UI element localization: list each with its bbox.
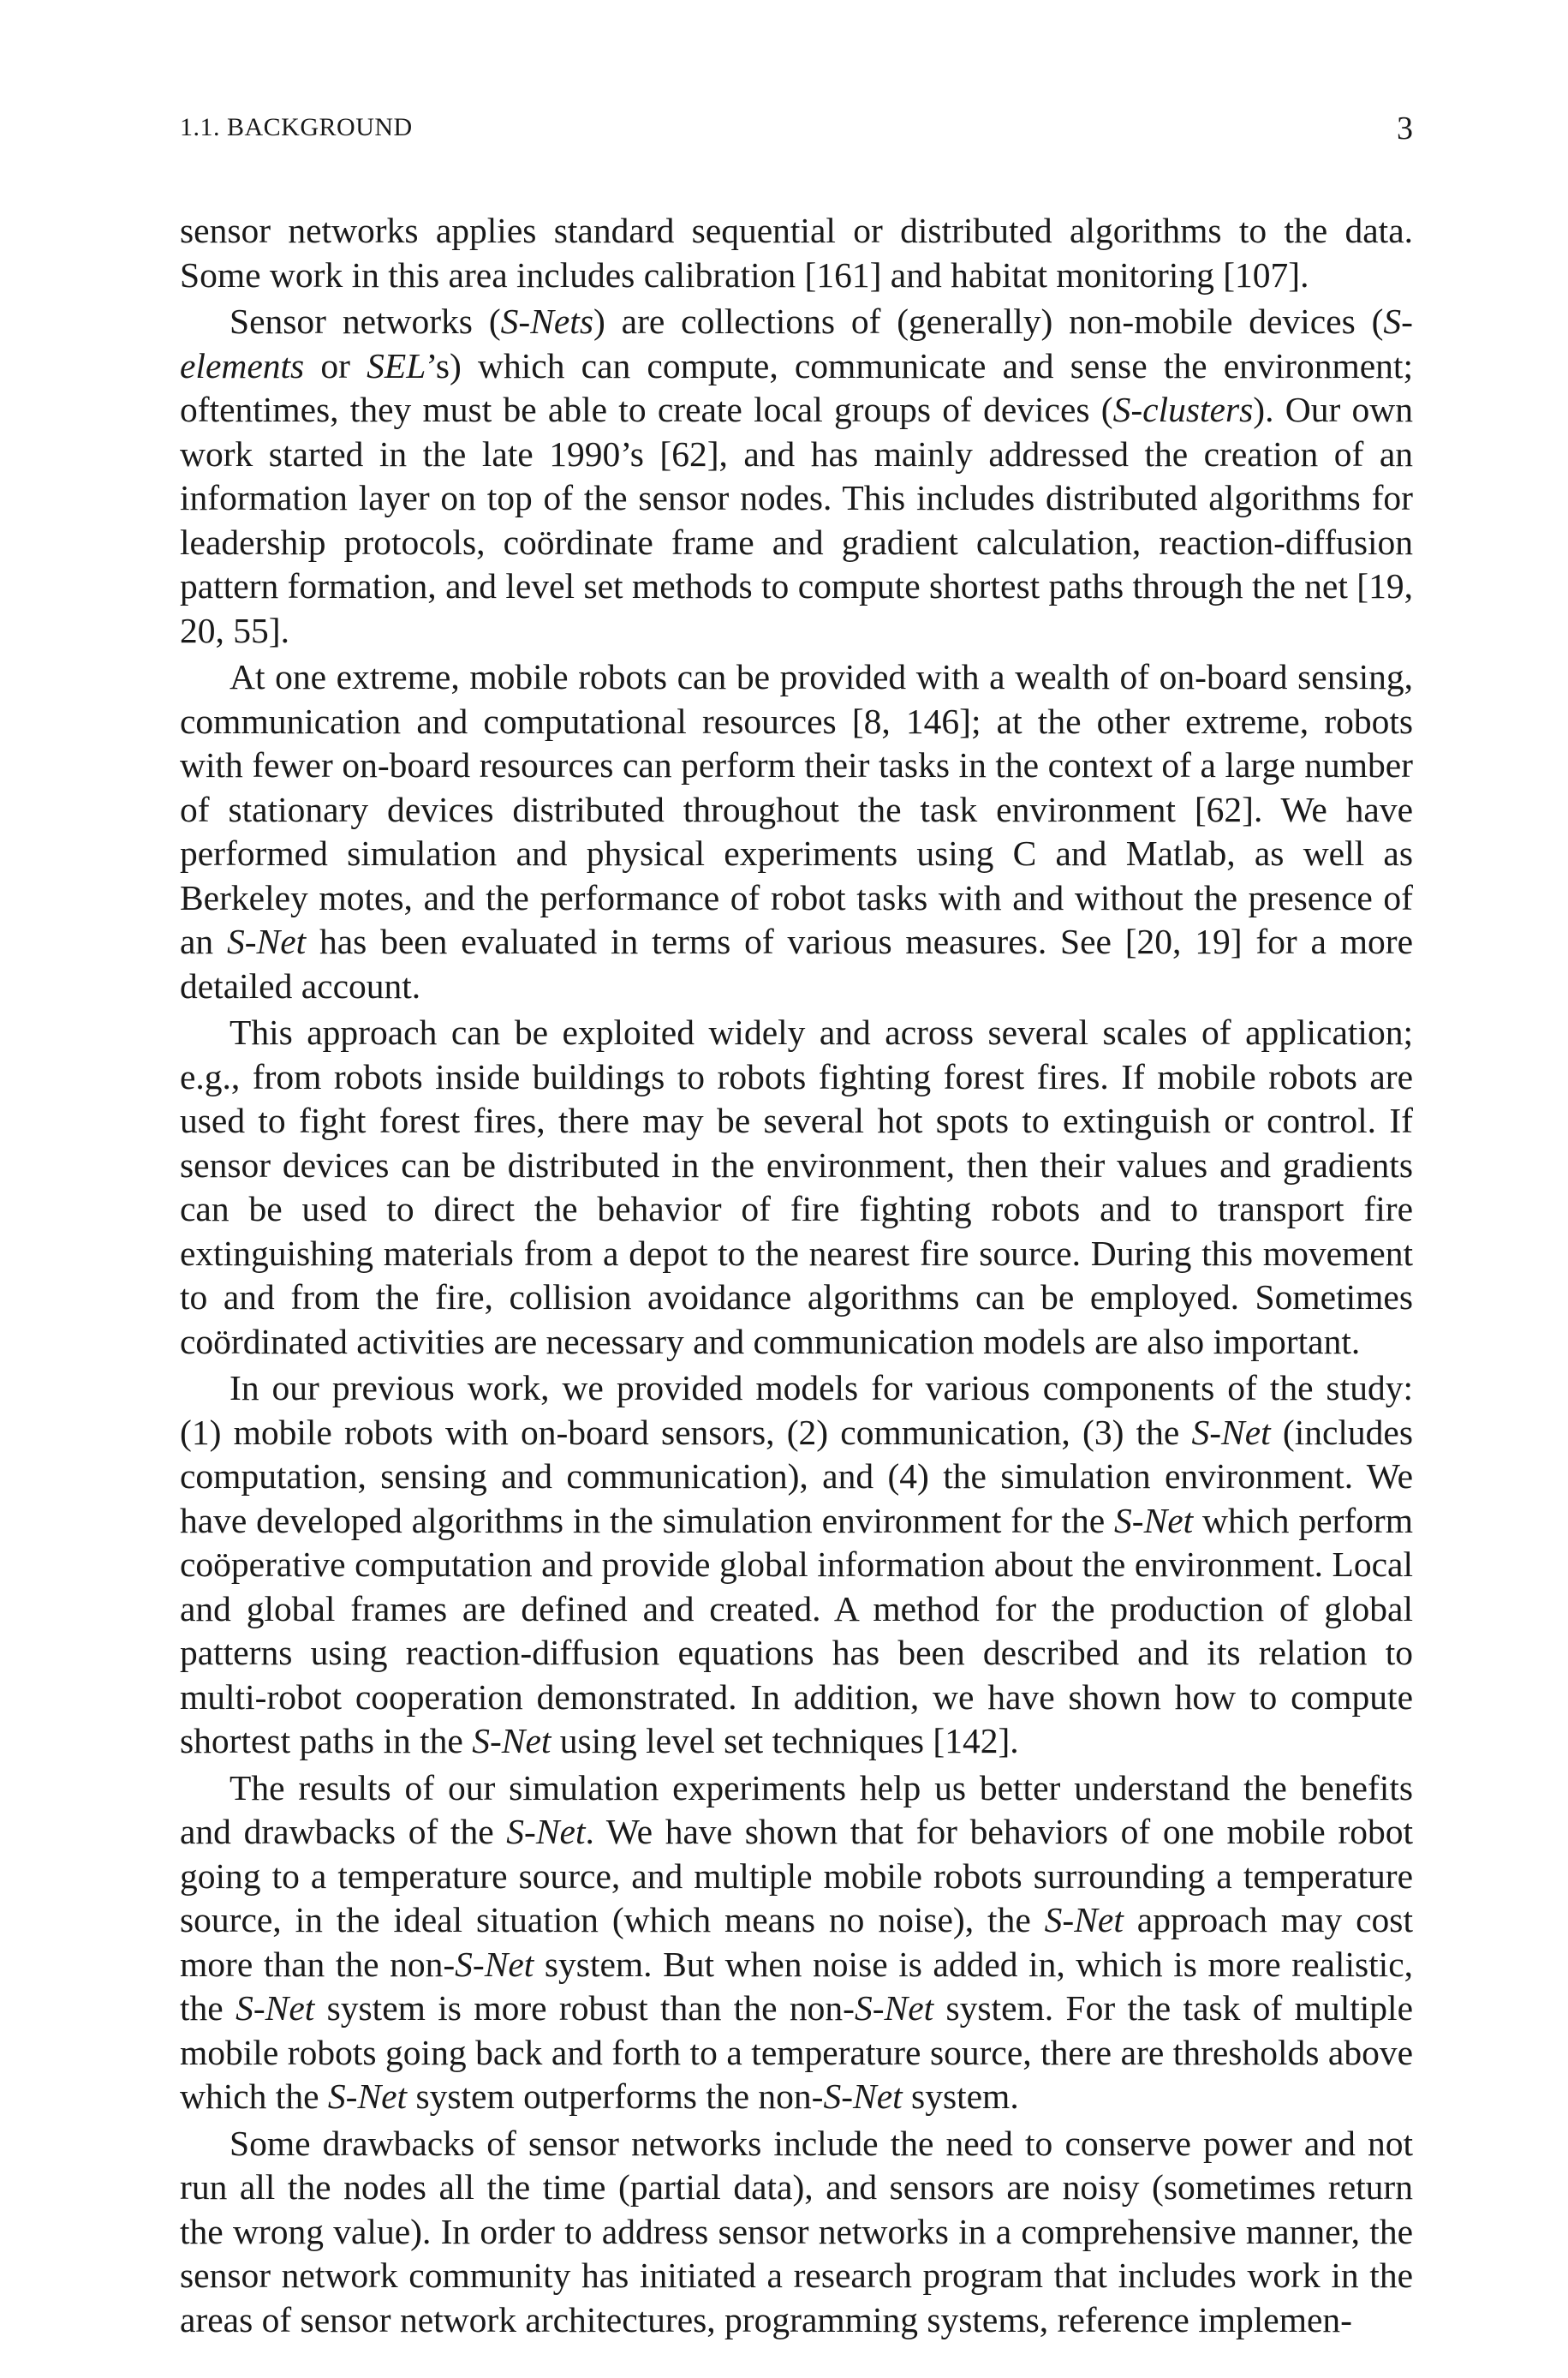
italic-term: S-Net (1191, 1412, 1271, 1452)
running-header (180, 113, 1413, 151)
italic-term: S-clusters (1112, 390, 1254, 429)
italic-term: S-Net (1114, 1500, 1194, 1540)
italic-term: S-Net (472, 1721, 551, 1760)
text-run: At one extreme, mobile robots can be provided with a wealth of on-board sensing, communication and computational resources [8, 146]; at the other extreme, robots with fewer on-board resources can perform their tasks in the context of a large number of stationary devices distributed throughout the task environment [62]. We have performed simulation and physical experiments using C and Matlab, as well as Berkeley motes, and the performance of robot tasks with and without the presence of an (180, 657, 1413, 961)
text-run: In our previous work, we provided models for various components of the study: (1) mobile robots with on-board sensors, (2) communication, (3) the (180, 1368, 1413, 1452)
text-run: system outperforms the non- (407, 2076, 824, 2116)
italic-term: S-Net (226, 922, 307, 961)
text-run: or (304, 345, 367, 385)
italic-term: S-Nets (500, 302, 593, 341)
text-run: system is more robust than the non- (314, 1988, 855, 2028)
page-number: 3 (1397, 111, 1413, 146)
italic-term: SEL (367, 345, 426, 385)
text-run: This approach can be exploited widely and across several scales of application; e.g., from robots inside buildings to robots fighting forest fires. If mobile robots are used to fight forest fires, there may be several hot spots to extinguish or control. If sensor devices can be distributed in the environment, then their values and gradients can be used to direct the behavior of fire fighting robots and to transport fire extinguishing materials from a depot to the nearest fire source. During this movement to and from the fire, collision avoidance algorithms can be employed. Sometimes coördinated activities are necessary and communication models are also important. (180, 1013, 1413, 1361)
text-run: The results of our simulation experiments help us better understand the benefits and drawbacks of the (180, 1767, 1413, 1851)
text-run: ’s) which can compute, communicate and sense the environment; oftentimes, they must be able to create local groups of devices ( (180, 345, 1413, 429)
text-run: approach may cost more than the non- (180, 1900, 1413, 1984)
italic-term: S-Net (235, 1988, 315, 2028)
text-run: (includes computation, sensing and communication), and (4) the simulation environment. We have developed algorithms in the simulation environment for the (180, 1412, 1413, 1540)
paragraph (180, 2122, 1413, 2343)
text-run: system. (902, 2076, 1019, 2116)
paragraph (180, 1011, 1413, 1364)
text-run: using level set techniques [142]. (551, 1721, 1019, 1760)
body-text (180, 209, 1413, 2342)
italic-term: S-Net (823, 2076, 903, 2116)
text-run: has been evaluated in terms of various measures. See [20, 19] for a more detailed account. (180, 922, 1413, 1006)
paragraph (180, 1366, 1413, 1764)
text-run: which perform coöperative computation and provide global information about the environment. Local and global frames are defined and created. A method for the production of global patterns using reaction-diffusion equations has been described and its relation to multi-robot cooperation demonstrated. In addition, we have shown how to compute shortest paths in the (180, 1500, 1413, 1760)
text-run: . We have shown that for behaviors of one mobile robot going to a temperature source, and multiple mobile robots surrounding a temperature source, in the ideal situation (which means no noise), the (180, 1812, 1413, 1939)
text-run: system. But when noise is added in, which is more realistic, the (180, 1944, 1413, 2028)
text-run: ) are collections of (generally) non-mobile devices ( (593, 302, 1384, 341)
paragraph (180, 300, 1413, 653)
text-run: sensor networks applies standard sequential or distributed algorithms to the data. Some work in this area includes calibration [161] and habitat monitoring [107]. (180, 211, 1413, 295)
text-run: Sensor networks ( (230, 302, 501, 341)
italic-term: S-Net (455, 1944, 534, 1984)
italic-term: S-Net (854, 1988, 934, 2028)
text-run: system. For the task of multiple mobile robots going back and forth to a temperature source, there are thresholds above which the (180, 1988, 1414, 2116)
text-run: ). Our own work started in the late 1990’s [62], and has mainly addressed the creation of an information layer on top of the sensor nodes. This includes distributed algorithms for leadership protocols, coördinate frame and gradient calculation, reaction-diffusion pattern formation, and level set methods to compute shortest paths through the net [19, 20, 55]. (180, 390, 1413, 650)
text-run: Some drawbacks of sensor networks include the need to conserve power and not run all the nodes all the time (partial data), and sensors are noisy (sometimes return the wrong value). In order to address sensor networks in a comprehensive manner, the sensor network community has initiated a research program that includes work in the areas of sensor network architectures, programming systems, reference implemen- (180, 2123, 1413, 2339)
italic-term: S-Net (1044, 1900, 1124, 1939)
italic-term: S-elements (180, 302, 1413, 385)
paragraph (180, 655, 1413, 1008)
section-title: 1.1. BACKGROUND (180, 113, 413, 141)
italic-term: S-Net (327, 2076, 408, 2116)
paragraph (180, 209, 1413, 297)
italic-term: S-Net (506, 1812, 586, 1851)
paragraph (180, 1766, 1413, 2119)
